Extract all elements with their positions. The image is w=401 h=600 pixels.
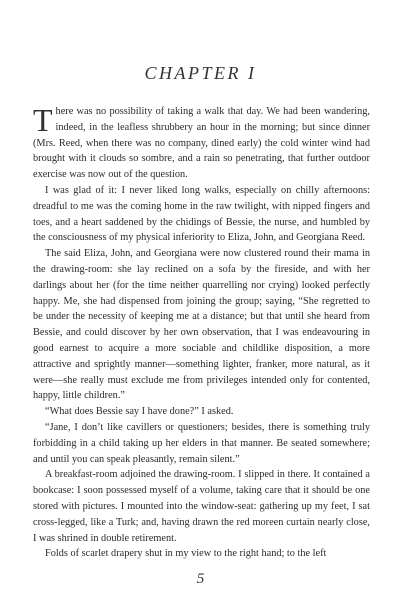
- paragraph-7: Folds of scarlet drapery shut in my view to the right hand; to the left: [45, 548, 327, 560]
- drop-cap: T: [33, 102, 53, 138]
- paragraph-1-text: here was no possibility of taking a walk that day. We had been wandering, indeed, in the leafless shrubbery an hour in the morning; but since dinner (Mrs. Reed, when there was no company, dined early) the cold winter wind had brought with it clouds so sombre, and a rain so penetrating, that further outdoor exercise was now out of the question.: [33, 106, 370, 181]
- page-number: 5: [196, 571, 205, 587]
- paragraph-5: “Jane, I don’t like cavillers or questioners; besides, there is something truly forbidding in a child taking up her elders in that manner. Be seated somewhere; and until you can speak pleasantly, remain silent.”: [33, 421, 370, 465]
- paragraph-2: I was glad of it: I never liked long walks, especially on chilly afternoons: dreadful to me was the coming home in the raw twilight, with nipped fingers and toes, and a heart saddened by the chidings of Bessie, the nurse, and humbled by the consciousness of my physical inferiority to Eliza, John, and Georgiana Reed.: [33, 184, 370, 244]
- paragraph-3: The said Eliza, John, and Georgiana were now clustered round their mama in the drawing-room: she lay reclined on a sofa by the fireside, and with her darlings about her (for the time neither quarrelling nor crying) looked perfectly happy. Me, she had dispensed from joining the group; saying, “She regretted to be under the necessity of keeping me at a distance; but that until she heard from Bessie, and could discover by her own observation, that I was endeavouring in good earnest to acquire a more sociable and childlike disposition, a more attractive and sprightly manner—something lighter, franker, more natural, as it were—she really must exclude me from privileges intended only for contented, happy, little children.”: [33, 248, 370, 402]
- paragraph-4: “What does Bessie say I have done?” I asked.: [45, 406, 234, 418]
- chapter-title: CHAPTER I: [144, 63, 257, 83]
- chapter-body: [33, 104, 370, 562]
- paragraph-6: A breakfast-room adjoined the drawing-room. I slipped in there. It contained a bookcase: I soon possessed myself of a volume, taking care that it should be one stored with pictures. I mounted into the window-seat: gathering up my feet, I sat cross-legged, like a Turk; and, having drawn the red moreen curtain nearly close, I was shrined in double retirement.: [33, 469, 370, 544]
- paragraph-1: [33, 104, 370, 183]
